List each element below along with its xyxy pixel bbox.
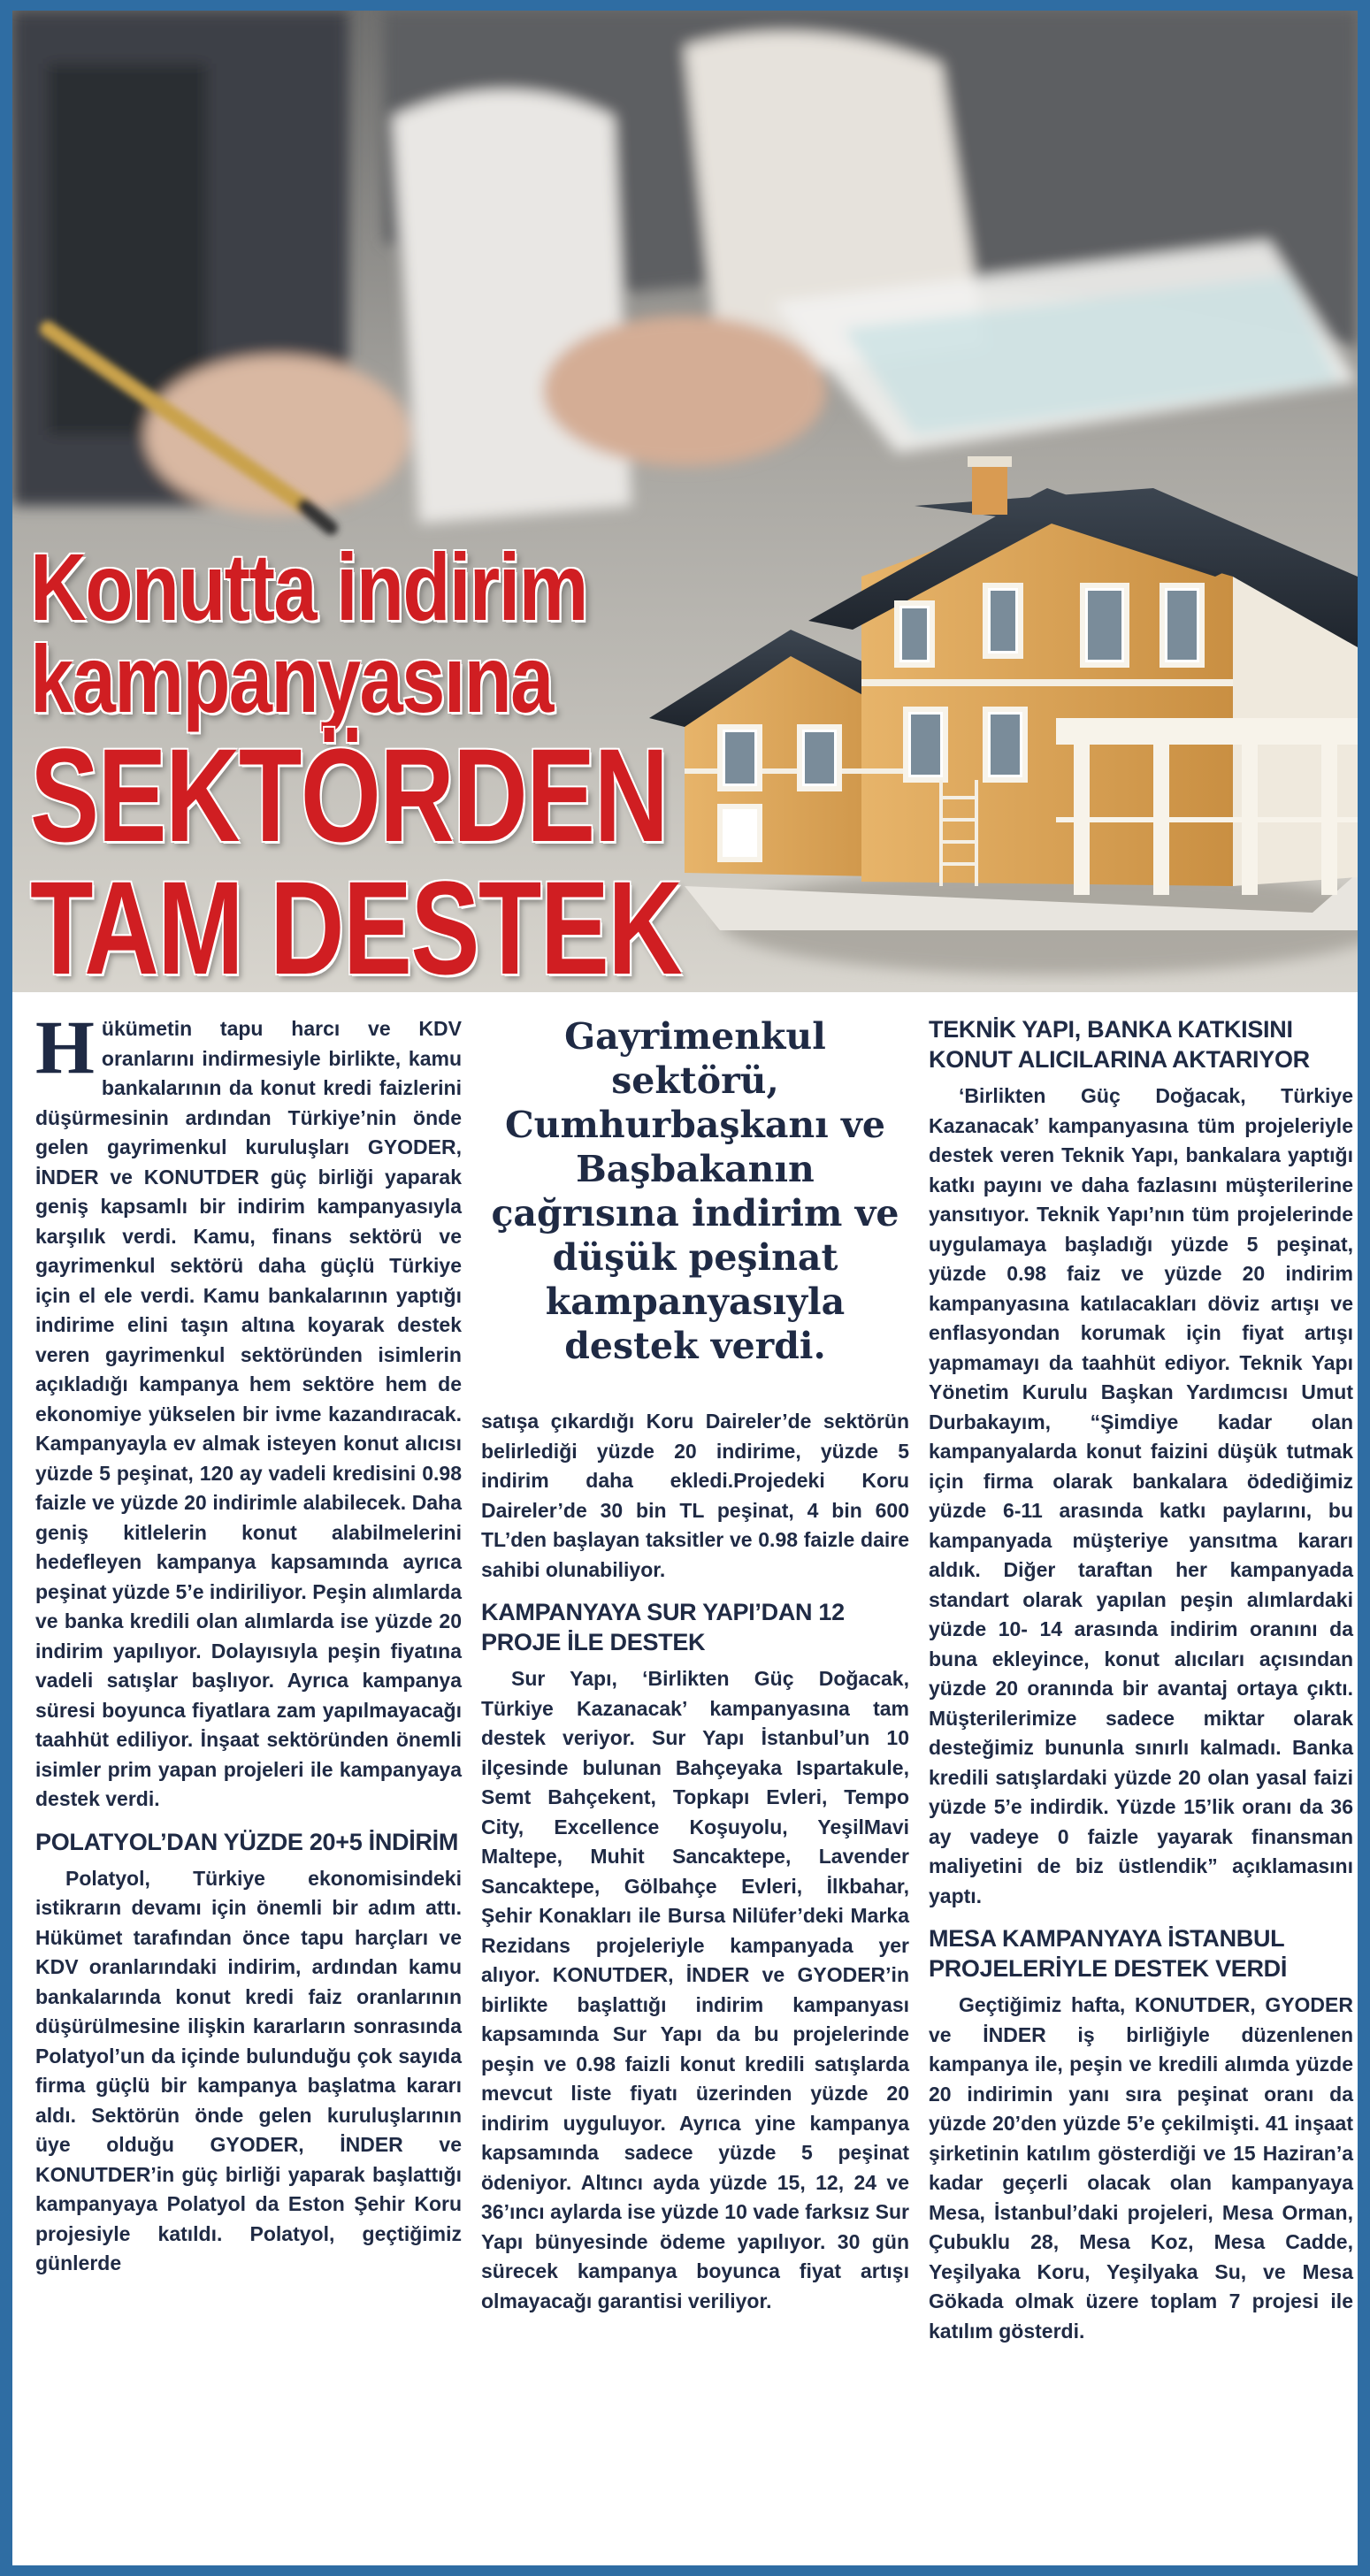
headline-line-4: TAM DESTEK (30, 853, 682, 992)
pull-quote: Gayrimenkul sektörü, Cumhurbaşkanı ve Başbakanın çağrısına indirim ve düşük peşinat kampanyasıyla destek verdi. (491, 1015, 899, 1367)
headline-line-2: kampanyasına (30, 625, 553, 732)
polatyol-continued-paragraph: satışa çıkardığı Koru Daireler’de sektörün belirlediği yüzde 20 indirime, yüzde 5 indirim daha ekledi.Projedeki Koru Daireler’de 30 bin TL peşinat, 4 bin 600 TL’den başlayan taksitler ve 0.98 faizle daire sahibi olunabiliyor. (481, 1410, 909, 1581)
article-column-1 (35, 1005, 462, 2279)
newspaper-page (12, 11, 1358, 2565)
intro-paragraph (35, 1005, 462, 1815)
teknik-yapi-paragraph: ‘Birlikten Güç Doğacak, Türkiye Kazanacak’ kampanyasına tüm projeleriyle destek veren Teknik Yapı, bankalara yaptığı katkı payını ve daha fazlasını müşterilerine yansıtıyor. Teknik Yapı’nın tüm projelerinde uygulamaya başladığı yüzde 5 peşinat, yüzde 0.98 faiz ve yüzde 20 indirim kampanyasına katılacakları döviz artışı ve enflasyondan korumak için fiyat artışı yapmamayı da taahhüt ediyor. Teknik Yapı Yönetim Kurulu Başkan Yardımcısı Umut Durbakayım, “Şimdiye kadar olan kampanyalarda konut faizini düşük tutmak için firma olarak bankalara ödediğimiz yüzde 6-11 arasında katkı paylarını, bu kampanyada müşteriye yansıtma kararı aldık. Diğer taraftan her kampanyada standart olarak yapılan peşin alımlardaki yüzde 10- 14 arasında indirim oranını da buna ekleyince, konut alıcıları açısından yüzde 20 oranında bir avantaj ortaya çıktı. Müşterilerimize sadece miktar olarak desteğimiz bununla sınırlı kalmadı. Banka kredili satışlardaki yüzde 20 olan yasal faizi yüzde 5’e indirdik. Yüzde 15’lik oranı da 36 ay vadeye 0 faizle yayarak finansman maliyetini de biz üstlendik” açıklamasını yaptı. (929, 1084, 1353, 1907)
section-heading-mesa: MESA KAMPANYAYA İSTANBUL PROJELERİYLE DESTEK VERDİ (929, 1925, 1288, 1982)
section-heading-sur-yapi: KAMPANYAYA SUR YAPI’DAN 12 PROJE İLE DESTEK (481, 1599, 845, 1655)
hero-image (12, 11, 1358, 992)
article-column-2 (481, 1014, 909, 2316)
drop-cap: H (35, 1005, 95, 1089)
headline-line-1: Konutta indirim (30, 533, 587, 640)
intro-text: ükümetin tapu harcı ve KDV oranlarını indirmesiyle birlikte, kamu bankalarının da konut kredi faizlerini düşürmesinin ardından Türkiye’nin önde gelen gayrimenkul kuruluşları GYODER, İNDER ve KONUTDER güç birliği yaparak geniş kapsamlı bir indirim kampanyasıyla karşılık verdi. Kamu, finans sektörü ve gayrimenkul sektörü daha güçlü Türkiye için el ele verdi. Kamu bankalarının yaptığı indirime elini taşın altına koyarak destek veren gayrimenkul sektöründen isimlerin açıkladığı kampanya hem sektöre hem de ekonomiye yükselen bir ivme kazandıracak. Kampanyayla ev almak isteyen konut alıcısı yüzde 5 peşinat, 120 ay vadeli kredisini 0.98 faizle ve yüzde 20 indirimle alabilecek. Daha geniş kitlelerin konut alabilmelerini hedefleyen kampanya kapsamında ayrıca peşinat yüzde 5’e indiriliyor. Peşin alımlarda ve banka kredili olan alımlarda ise yüzde 20 indirim yapılıyor. Dolayısıyla peşin fiyatına vadeli satışlar başlıyor. Ayrıca kampanya süresi boyunca fiyatlara zam yapılmayacağı taahhüt ediliyor. İnşaat sektöründen önemli isimler prim yapan projeleri ile kampanyaya destek verdi. (35, 1017, 462, 1810)
article-column-3 (929, 1014, 1353, 2346)
section-heading-teknik-yapi: TEKNİK YAPI, BANKA KATKISINI KONUT ALICILARINA AKTARIYOR (929, 1016, 1310, 1073)
mesa-paragraph: Geçtiğimiz hafta, KONUTDER, GYODER ve İNDER iş birliğiyle düzenlenen kampanya ile, peşin ve kredili alımda yüzde 20 indirimin yanı sıra peşinat oranı da yüzde 20’den yüzde 5’e çekilmişti. 41 inşaat şirketinin katılım gösterdiği ve 15 Haziran’a kadar geçerli olacak olan kampanyaya Mesa, İstanbul’daki projeleri, Mesa Orman, Çubuklu 28, Mesa Koz, Mesa Cadde, Yeşilyaka Koru, Yeşilyaka Su, ve Mesa Gökada olmak üzere toplam 7 projesi ile katılım gösterdi. (929, 1993, 1353, 2343)
section-heading-polatyol: POLATYOL’DAN YÜZDE 20+5 İNDİRİM (35, 1828, 459, 1855)
polatyol-paragraph: Polatyol, Türkiye ekonomisindeki istikrarın devamı için önemli bir adım attı. Hükümet tarafından önce tapu harçları ve KDV oranlarındaki indirim, ardından kamu bankalarında konut kredi faiz oranlarının düşürülmesine ilişkin kararların sonrasında Polatyol’un da içinde bulunduğu çok sayıda firma güçlü bir kampanya başlatma kararı aldı. Sektörün önde gelen kuruluşlarının üye olduğu GYODER, İNDER ve KONUTDER’in güç birliği yaparak başlattığı kampanyaya Polatyol da Eston Şehir Koru projesiyle katıldı. Polatyol, geçtiğimiz günlerde (35, 1866, 462, 2274)
headline-line-3: SEKTÖRDEN (30, 721, 668, 869)
sur-yapi-paragraph: Sur Yapı, ‘Birlikten Güç Doğacak, Türkiye Kazanacak’ kampanyasına tam destek veriyor. Sur Yapı İstanbul’un 10 ilçesinde bulunan Bahçeyaka Ispartakule, Semt Bahçekent, Topkapı Evleri, Tempo City, Excellence Koşuyolu, YeşilMavi Maltepe, Muhit Sancaktepe, Lavender Sancaktepe, Gölbahçe Evleri, İlkbahar, Şehir Konakları ile Bursa Nilüfer’deki Marka Rezidans projeleriyle kampanyada yer alıyor. KONUTDER, İNDER ve GYODER’in birlikte başlattığı indirim kampanyası kapsamında Sur Yapı da bu projelerinde peşin ve 0.98 faizli konut kredili satışlarda mevcut liste fiyatı üzerinden yüzde 20 indirim uyguluyor. Ayrıca yine kampanya kapsamında sadece yüzde 5 peşinat ödeniyor. Altıncı ayda yüzde 15, 12, 24 ve 36’ıncı aylarda ise yüzde 10 vade farksız Sur Yapı bünyesinde ödeme yapılıyor. 30 gün sürecek kampanya boyunca fiyat artışı olmayacağı garantisi veriliyor. (481, 1667, 909, 2312)
headline (30, 533, 755, 992)
